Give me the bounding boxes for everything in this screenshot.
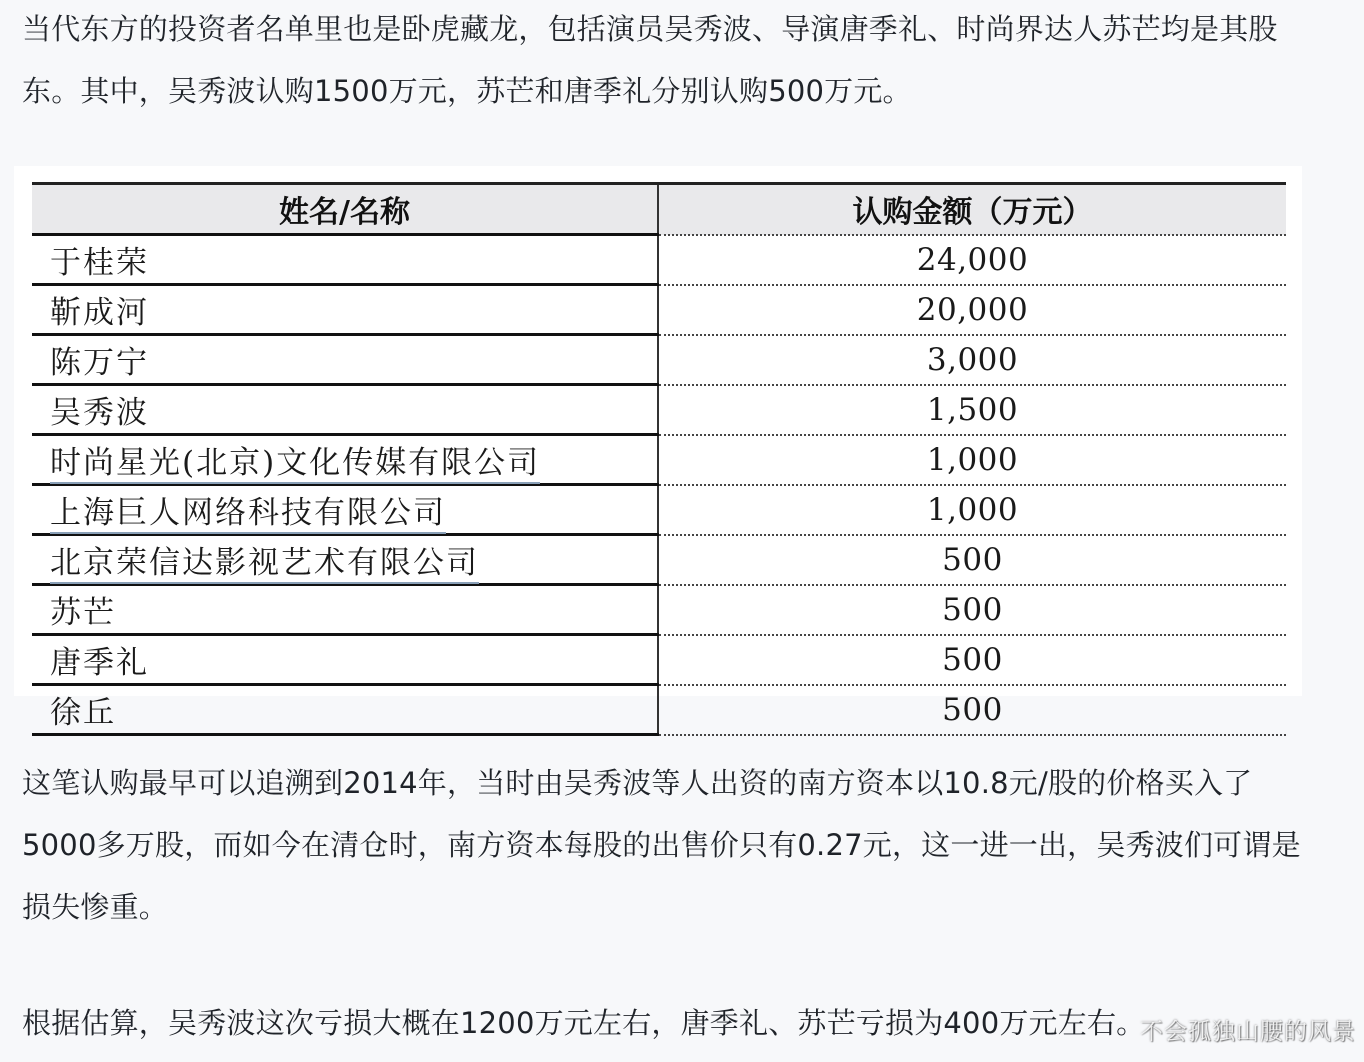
table-row — [32, 585, 1286, 635]
row-amount: 500 — [658, 585, 1286, 635]
row-amount: 1,500 — [658, 385, 1286, 435]
watermark: 不会孤独山腰的风景 — [1140, 1019, 1356, 1045]
row-amount: 500 — [658, 685, 1286, 735]
subscription-table — [32, 182, 1286, 736]
row-amount: 24,000 — [658, 235, 1286, 285]
conclusion-paragraph: 根据估算，吴秀波这次亏损大概在1200万元左右，唐季礼、苏芒亏损为400万元左右。 — [22, 1006, 1146, 1040]
table-row — [32, 435, 1286, 485]
row-name-link[interactable]: 北京荣信达影视艺术有限公司 — [50, 545, 479, 584]
row-amount: 3,000 — [658, 335, 1286, 385]
row-name-link[interactable]: 上海巨人网络科技有限公司 — [50, 495, 446, 534]
row-amount: 500 — [658, 535, 1286, 585]
table-row — [32, 335, 1286, 385]
row-name-cell — [32, 435, 658, 485]
row-name: 靳成河 — [32, 285, 658, 335]
row-name: 于桂荣 — [32, 235, 658, 285]
row-name: 吴秀波 — [32, 385, 658, 435]
row-name-link[interactable]: 时尚星光(北京)文化传媒有限公司 — [50, 445, 540, 484]
row-amount: 1,000 — [658, 485, 1286, 535]
table-row — [32, 635, 1286, 685]
row-name-cell — [32, 535, 658, 585]
row-name: 徐丘 — [32, 685, 658, 735]
table-row — [32, 535, 1286, 585]
row-amount: 1,000 — [658, 435, 1286, 485]
intro-paragraph: 当代东方的投资者名单里也是卧虎藏龙，包括演员吴秀波、导演唐季礼、时尚界达人苏芒均是其股东。其中，吴秀波认购1500万元，苏芒和唐季礼分别认购500万元。 — [22, 12, 1278, 108]
table-row — [32, 485, 1286, 535]
table-header-row — [32, 184, 1286, 235]
header-name: 姓名/名称 — [32, 184, 658, 235]
table-row — [32, 235, 1286, 285]
table-row — [32, 285, 1286, 335]
row-amount: 500 — [658, 635, 1286, 685]
body-paragraph: 这笔认购最早可以追溯到2014年，当时由吴秀波等人出资的南方资本以10.8元/股的价格买入了5000多万股，而如今在清仓时，南方资本每股的出售价只有0.27元，这一进一出，吴秀波们可谓是损失惨重。 — [22, 766, 1301, 924]
row-amount: 20,000 — [658, 285, 1286, 335]
table-row — [32, 685, 1286, 735]
table-row — [32, 385, 1286, 435]
header-amount: 认购金额（万元） — [658, 184, 1286, 235]
row-name: 唐季礼 — [32, 635, 658, 685]
subscription-table-image — [14, 166, 1302, 731]
row-name: 苏芒 — [32, 585, 658, 635]
row-name: 陈万宁 — [32, 335, 658, 385]
row-name-cell — [32, 485, 658, 535]
